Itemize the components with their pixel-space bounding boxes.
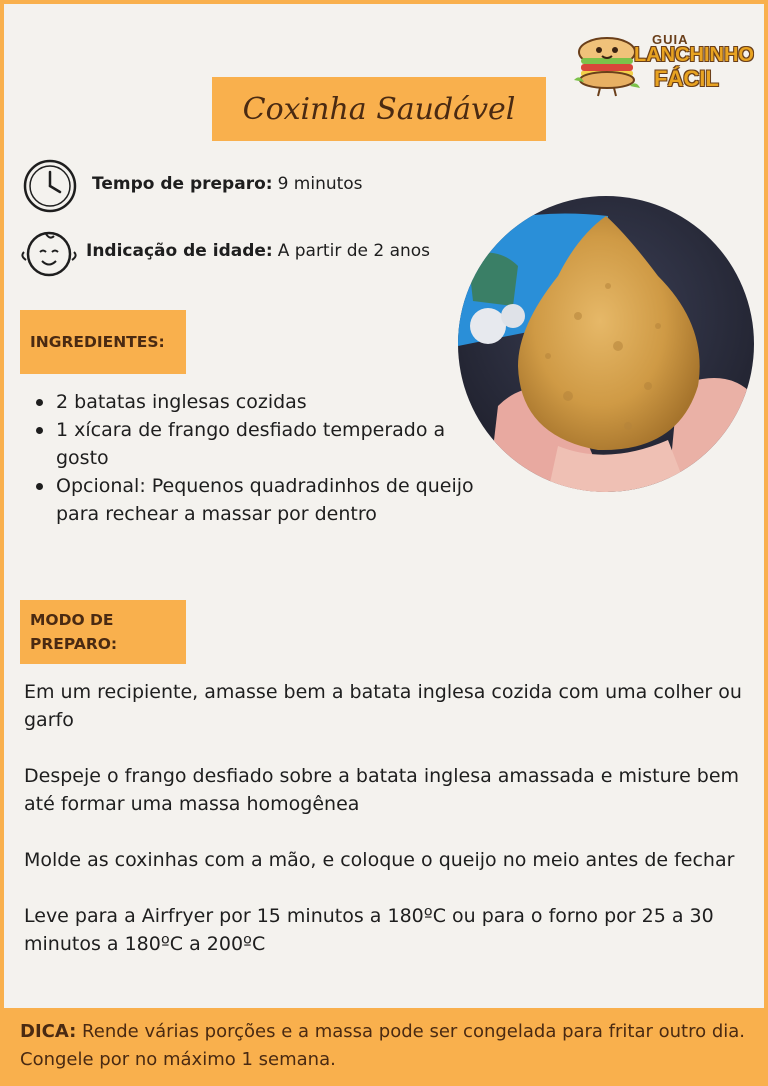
age-label: Indicação de idade: — [86, 241, 273, 261]
step-paragraph: Despeje o frango desfiado sobre a batata inglesa amassada e misture bem até formar uma massa homogênea — [24, 765, 740, 815]
tip-text: Rende várias porções e a massa pode ser congelada para fritar outro dia. Congele por no máximo 1 semana. — [20, 1021, 746, 1070]
ingredients-heading-text: INGREDIENTES: — [30, 333, 165, 351]
ingredients-list — [34, 388, 474, 528]
age-row — [86, 241, 430, 261]
method-steps — [24, 678, 744, 986]
page-title: Coxinha Saudável — [242, 91, 516, 127]
logo-text-lanchinho: LANCHINHO — [634, 44, 754, 66]
tip-footer — [20, 1018, 750, 1074]
list-item: 2 batatas inglesas cozidas — [34, 388, 474, 416]
method-heading-line1: MODO DE — [30, 611, 114, 629]
coxinha-photo — [458, 196, 754, 492]
prep-time-value: 9 minutos — [277, 174, 363, 194]
age-value: A partir de 2 anos — [277, 241, 431, 261]
method-heading-line2: PREPARO: — [30, 635, 118, 653]
prep-time-row — [92, 174, 363, 194]
step-paragraph: Em um recipiente, amasse bem a batata inglesa cozida com uma colher ou garfo — [24, 681, 742, 731]
brand-logo — [572, 26, 754, 106]
title-banner — [212, 77, 546, 141]
method-heading — [20, 600, 186, 664]
list-item: 1 xícara de frango desfiado temperado a gosto — [34, 416, 474, 472]
tip-label: DICA: — [20, 1021, 77, 1042]
logo-text-guia: GUIA — [652, 32, 689, 47]
prep-time-label: Tempo de preparo: — [92, 174, 273, 194]
ingredients-heading — [20, 310, 186, 374]
step-paragraph: Molde as coxinhas com a mão, e coloque o queijo no meio antes de fechar — [24, 849, 735, 871]
baby-face-icon — [20, 228, 78, 278]
clock-icon — [22, 158, 78, 214]
sandwich-mascot-icon — [572, 30, 642, 100]
step-paragraph: Leve para a Airfryer por 15 minutos a 180ºC ou para o forno por 25 a 30 minutos a 180ºC a 200ºC — [24, 905, 714, 955]
logo-text-facil: FÁCIL — [654, 66, 719, 91]
list-item: Opcional: Pequenos quadradinhos de queijo para rechear a massar por dentro — [34, 472, 474, 528]
